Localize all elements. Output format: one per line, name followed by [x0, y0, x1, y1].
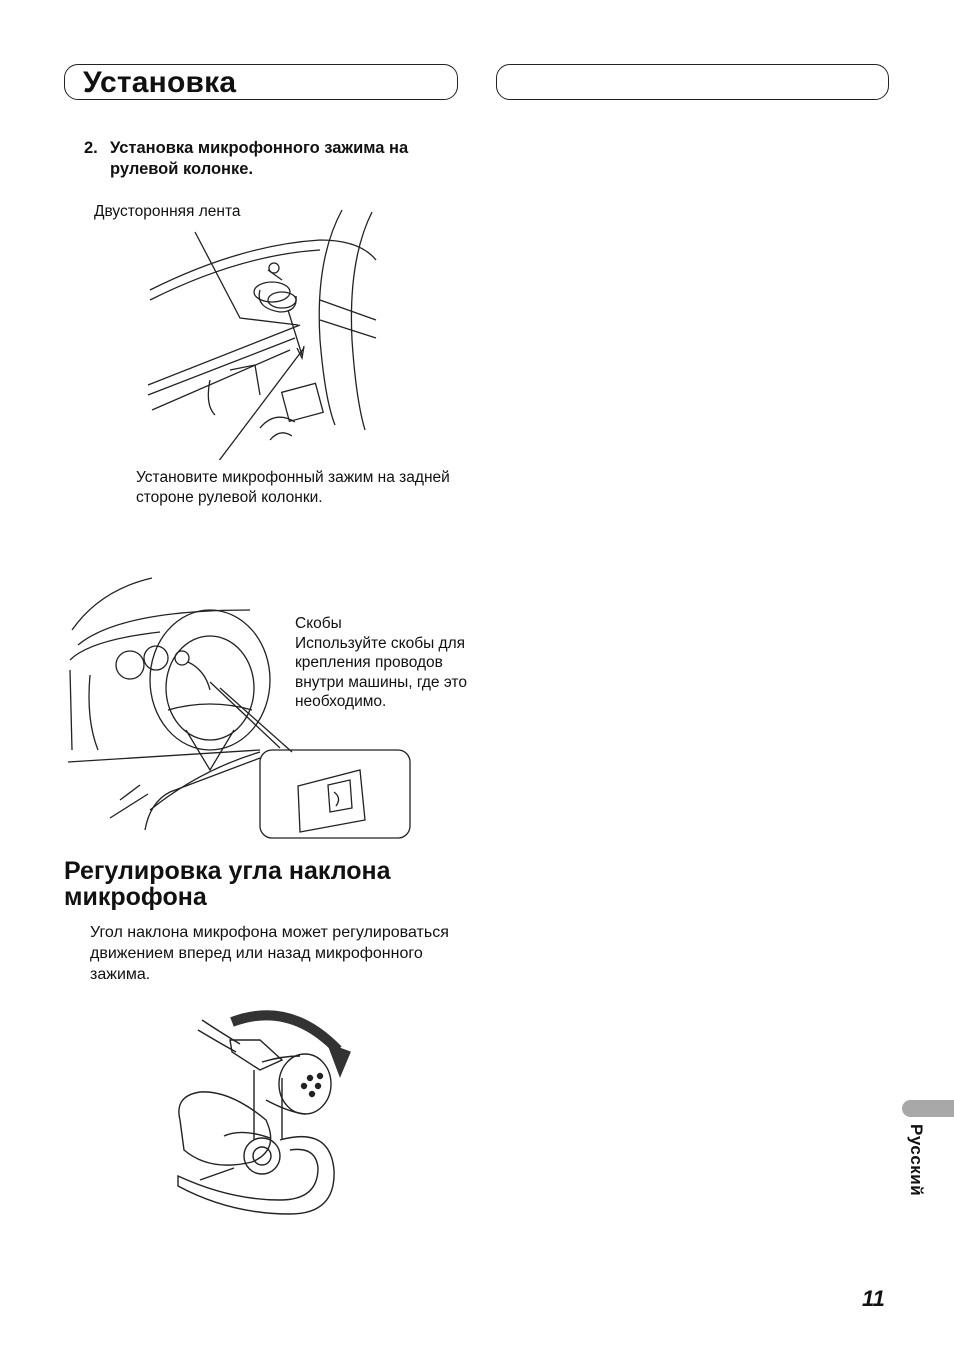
label-double-sided-tape: Двусторонняя лента [94, 203, 241, 220]
step-text: Установка микрофонного зажима на рулевой колонке. [110, 139, 409, 178]
step-number: 2. [84, 139, 98, 157]
language-label: Русский [907, 1124, 926, 1197]
steering-column-illustration [120, 200, 390, 460]
label-install-clip: Установите микрофонный зажим на задней стороне рулевой колонки. [136, 469, 450, 506]
page-number: 11 [862, 1286, 885, 1311]
label-clips-title: Скобы [295, 615, 342, 632]
label-clips-text: Используйте скобы для крепления проводов внутри машины, где это необходимо. [295, 634, 467, 710]
right-title-box [496, 64, 889, 100]
section-heading: Регулировка угла наклона микрофона [64, 857, 391, 911]
section-title: Установка [83, 66, 237, 99]
section-title-box [64, 64, 458, 100]
language-tab [902, 1100, 954, 1117]
step-heading [84, 138, 464, 180]
section-paragraph: Угол наклона микрофона может регулироваться движением вперед или назад микрофонного зажима. [90, 924, 449, 983]
microphone-clip-illustration [170, 1000, 360, 1240]
label-clips [295, 614, 475, 712]
